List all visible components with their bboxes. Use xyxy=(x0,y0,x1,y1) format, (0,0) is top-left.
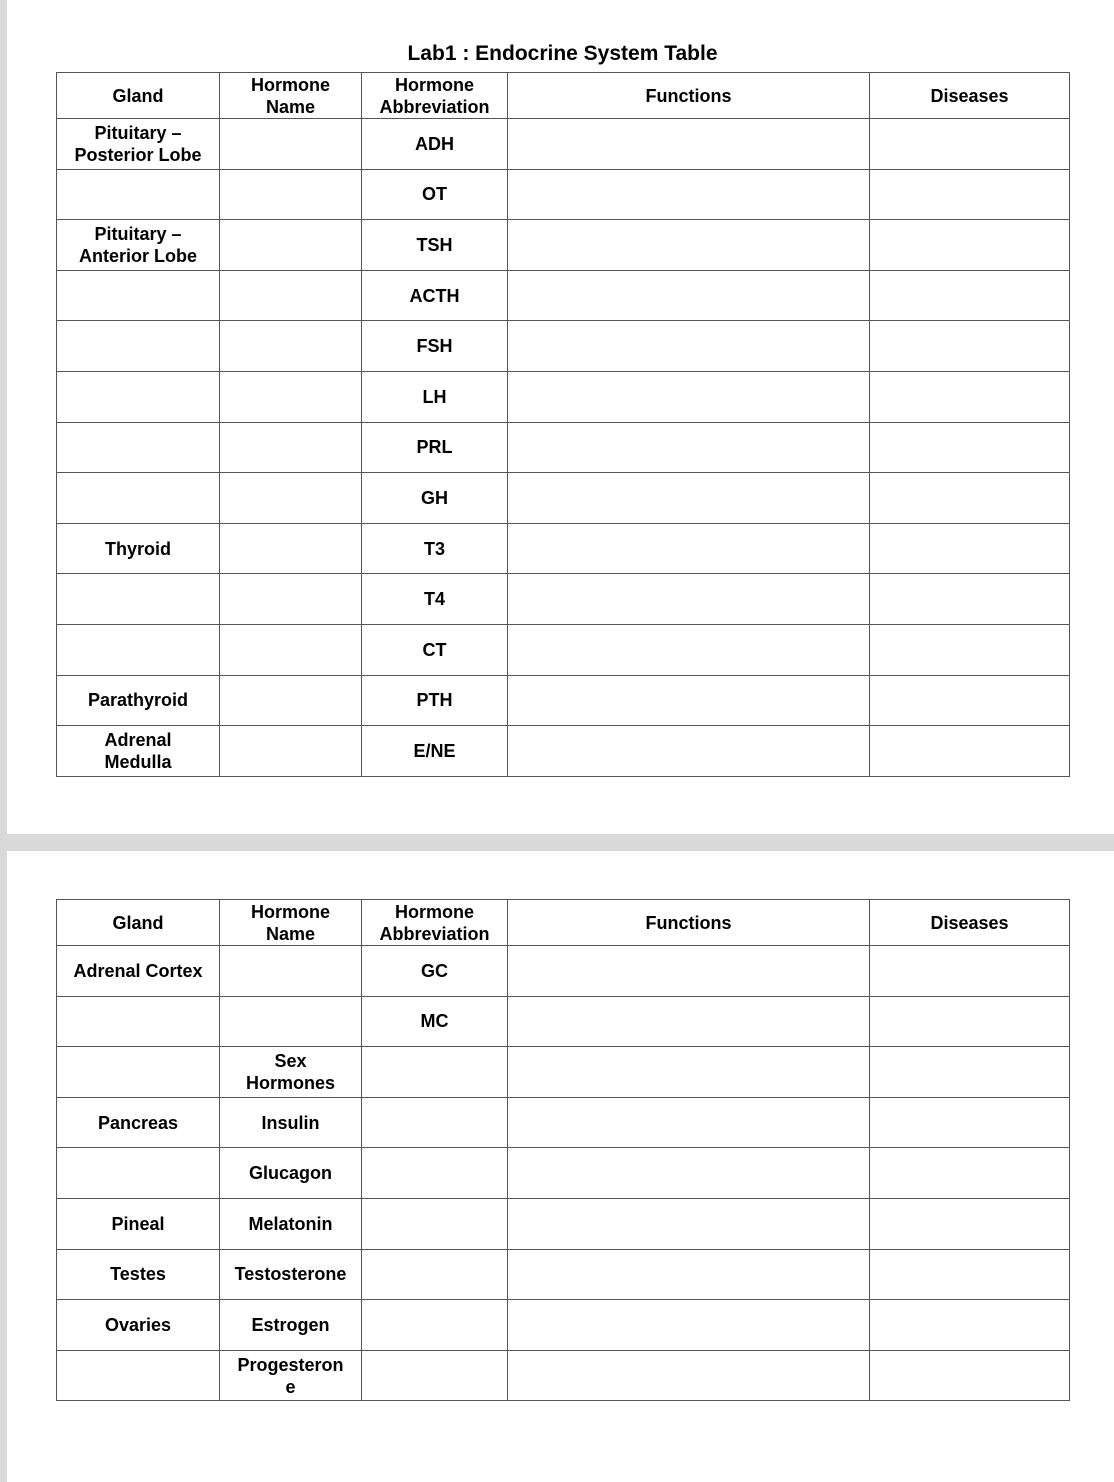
hormone-abbreviation-cell: FSH xyxy=(362,321,508,372)
functions-cell xyxy=(508,1148,870,1199)
diseases-cell xyxy=(870,422,1070,473)
functions-cell xyxy=(508,1097,870,1148)
functions-cell xyxy=(508,119,870,170)
functions-cell xyxy=(508,473,870,524)
table-row xyxy=(57,220,1070,271)
hormone-abbreviation-cell: ACTH xyxy=(362,270,508,321)
diseases-cell xyxy=(870,523,1070,574)
header-diseases: Diseases xyxy=(870,73,1070,119)
gland-cell: Adrenal Cortex xyxy=(57,946,220,997)
hormone-name-cell xyxy=(220,371,362,422)
diseases-cell xyxy=(870,1047,1070,1098)
hormone-abbreviation-cell xyxy=(362,1097,508,1148)
diseases-cell xyxy=(870,574,1070,625)
hormone-name-cell: Progesteron e xyxy=(220,1350,362,1401)
table-row xyxy=(57,523,1070,574)
endocrine-table-2 xyxy=(56,899,1070,1401)
hormone-name-cell xyxy=(220,169,362,220)
table-row xyxy=(57,1350,1070,1401)
table-row xyxy=(57,119,1070,170)
header-hormone-abbreviation: Hormone Abbreviation xyxy=(362,900,508,946)
hormone-abbreviation-cell: T3 xyxy=(362,523,508,574)
table-row xyxy=(57,270,1070,321)
functions-cell xyxy=(508,422,870,473)
functions-cell xyxy=(508,1047,870,1098)
hormone-name-cell: Estrogen xyxy=(220,1300,362,1351)
header-hormone-name: Hormone Name xyxy=(220,900,362,946)
diseases-cell xyxy=(870,1198,1070,1249)
gland-cell: Thyroid xyxy=(57,523,220,574)
hormone-name-cell xyxy=(220,321,362,372)
gland-cell: Ovaries xyxy=(57,1300,220,1351)
gland-cell: Adrenal Medulla xyxy=(57,726,220,777)
header-hormone-name: Hormone Name xyxy=(220,73,362,119)
gland-cell: Pituitary – Posterior Lobe xyxy=(57,119,220,170)
hormone-name-cell xyxy=(220,996,362,1047)
table-row xyxy=(57,371,1070,422)
diseases-cell xyxy=(870,675,1070,726)
diseases-cell xyxy=(870,1097,1070,1148)
functions-cell xyxy=(508,371,870,422)
document-title: Lab1 : Endocrine System Table xyxy=(407,42,718,65)
gland-cell: Pancreas xyxy=(57,1097,220,1148)
hormone-name-cell xyxy=(220,270,362,321)
hormone-abbreviation-cell: PRL xyxy=(362,422,508,473)
hormone-name-cell xyxy=(220,675,362,726)
page-1 xyxy=(7,0,1114,834)
gland-cell xyxy=(57,422,220,473)
diseases-cell xyxy=(870,624,1070,675)
hormone-abbreviation-cell: MC xyxy=(362,996,508,1047)
functions-cell xyxy=(508,624,870,675)
gland-cell: Pineal xyxy=(57,1198,220,1249)
hormone-abbreviation-cell: CT xyxy=(362,624,508,675)
gland-cell xyxy=(57,321,220,372)
functions-cell xyxy=(508,220,870,271)
gland-cell: Pituitary – Anterior Lobe xyxy=(57,220,220,271)
header-functions: Functions xyxy=(508,73,870,119)
header-gland: Gland xyxy=(57,900,220,946)
table-row xyxy=(57,996,1070,1047)
gland-cell xyxy=(57,996,220,1047)
hormone-name-cell xyxy=(220,946,362,997)
hormone-abbreviation-cell xyxy=(362,1047,508,1098)
functions-cell xyxy=(508,270,870,321)
diseases-cell xyxy=(870,220,1070,271)
hormone-abbreviation-cell xyxy=(362,1198,508,1249)
hormone-abbreviation-cell: T4 xyxy=(362,574,508,625)
hormone-abbreviation-cell: PTH xyxy=(362,675,508,726)
functions-cell xyxy=(508,1249,870,1300)
header-functions: Functions xyxy=(508,900,870,946)
table-row xyxy=(57,169,1070,220)
gland-cell xyxy=(57,574,220,625)
diseases-cell xyxy=(870,321,1070,372)
diseases-cell xyxy=(870,169,1070,220)
gland-cell xyxy=(57,1148,220,1199)
hormone-name-cell: Testosterone xyxy=(220,1249,362,1300)
table-row xyxy=(57,1249,1070,1300)
hormone-name-cell: Glucagon xyxy=(220,1148,362,1199)
functions-cell xyxy=(508,1350,870,1401)
hormone-name-cell xyxy=(220,220,362,271)
hormone-abbreviation-cell: GH xyxy=(362,473,508,524)
hormone-name-cell: Melatonin xyxy=(220,1198,362,1249)
hormone-name-cell xyxy=(220,574,362,625)
functions-cell xyxy=(508,726,870,777)
hormone-abbreviation-cell: E/NE xyxy=(362,726,508,777)
endocrine-table-1 xyxy=(56,72,1070,777)
gland-cell xyxy=(57,473,220,524)
gland-cell xyxy=(57,624,220,675)
gland-cell xyxy=(57,1350,220,1401)
diseases-cell xyxy=(870,1148,1070,1199)
table-row xyxy=(57,946,1070,997)
gland-cell xyxy=(57,1047,220,1098)
hormone-name-cell xyxy=(220,624,362,675)
hormone-abbreviation-cell xyxy=(362,1350,508,1401)
hormone-name-cell: Insulin xyxy=(220,1097,362,1148)
diseases-cell xyxy=(870,473,1070,524)
hormone-name-cell xyxy=(220,473,362,524)
functions-cell xyxy=(508,675,870,726)
gland-cell: Testes xyxy=(57,1249,220,1300)
hormone-name-cell xyxy=(220,119,362,170)
table-row xyxy=(57,624,1070,675)
diseases-cell xyxy=(870,119,1070,170)
diseases-cell xyxy=(870,1300,1070,1351)
hormone-abbreviation-cell xyxy=(362,1249,508,1300)
functions-cell xyxy=(508,946,870,997)
functions-cell xyxy=(508,574,870,625)
hormone-abbreviation-cell: ADH xyxy=(362,119,508,170)
gland-cell xyxy=(57,371,220,422)
diseases-cell xyxy=(870,946,1070,997)
functions-cell xyxy=(508,996,870,1047)
diseases-cell xyxy=(870,371,1070,422)
header-diseases: Diseases xyxy=(870,900,1070,946)
functions-cell xyxy=(508,169,870,220)
diseases-cell xyxy=(870,996,1070,1047)
functions-cell xyxy=(508,321,870,372)
table-row xyxy=(57,321,1070,372)
page-2 xyxy=(7,851,1114,1482)
gland-cell xyxy=(57,169,220,220)
header-hormone-abbreviation: Hormone Abbreviation xyxy=(362,73,508,119)
hormone-name-cell xyxy=(220,523,362,574)
hormone-abbreviation-cell: GC xyxy=(362,946,508,997)
hormone-abbreviation-cell: OT xyxy=(362,169,508,220)
table-row xyxy=(57,1300,1070,1351)
gland-cell xyxy=(57,270,220,321)
hormone-abbreviation-cell xyxy=(362,1300,508,1351)
hormone-name-cell xyxy=(220,422,362,473)
functions-cell xyxy=(508,1198,870,1249)
hormone-abbreviation-cell xyxy=(362,1148,508,1199)
header-gland: Gland xyxy=(57,73,220,119)
diseases-cell xyxy=(870,270,1070,321)
table-row xyxy=(57,1047,1070,1098)
table-header-row xyxy=(57,900,1070,946)
table-row xyxy=(57,574,1070,625)
table-header-row xyxy=(57,73,1070,119)
diseases-cell xyxy=(870,726,1070,777)
functions-cell xyxy=(508,523,870,574)
hormone-name-cell xyxy=(220,726,362,777)
functions-cell xyxy=(508,1300,870,1351)
table-row xyxy=(57,1148,1070,1199)
hormone-name-cell: Sex Hormones xyxy=(220,1047,362,1098)
hormone-abbreviation-cell: TSH xyxy=(362,220,508,271)
table-row xyxy=(57,422,1070,473)
table-row xyxy=(57,726,1070,777)
table-row xyxy=(57,473,1070,524)
hormone-abbreviation-cell: LH xyxy=(362,371,508,422)
table-row xyxy=(57,675,1070,726)
diseases-cell xyxy=(870,1249,1070,1300)
table-row xyxy=(57,1097,1070,1148)
diseases-cell xyxy=(870,1350,1070,1401)
gland-cell: Parathyroid xyxy=(57,675,220,726)
table-row xyxy=(57,1198,1070,1249)
